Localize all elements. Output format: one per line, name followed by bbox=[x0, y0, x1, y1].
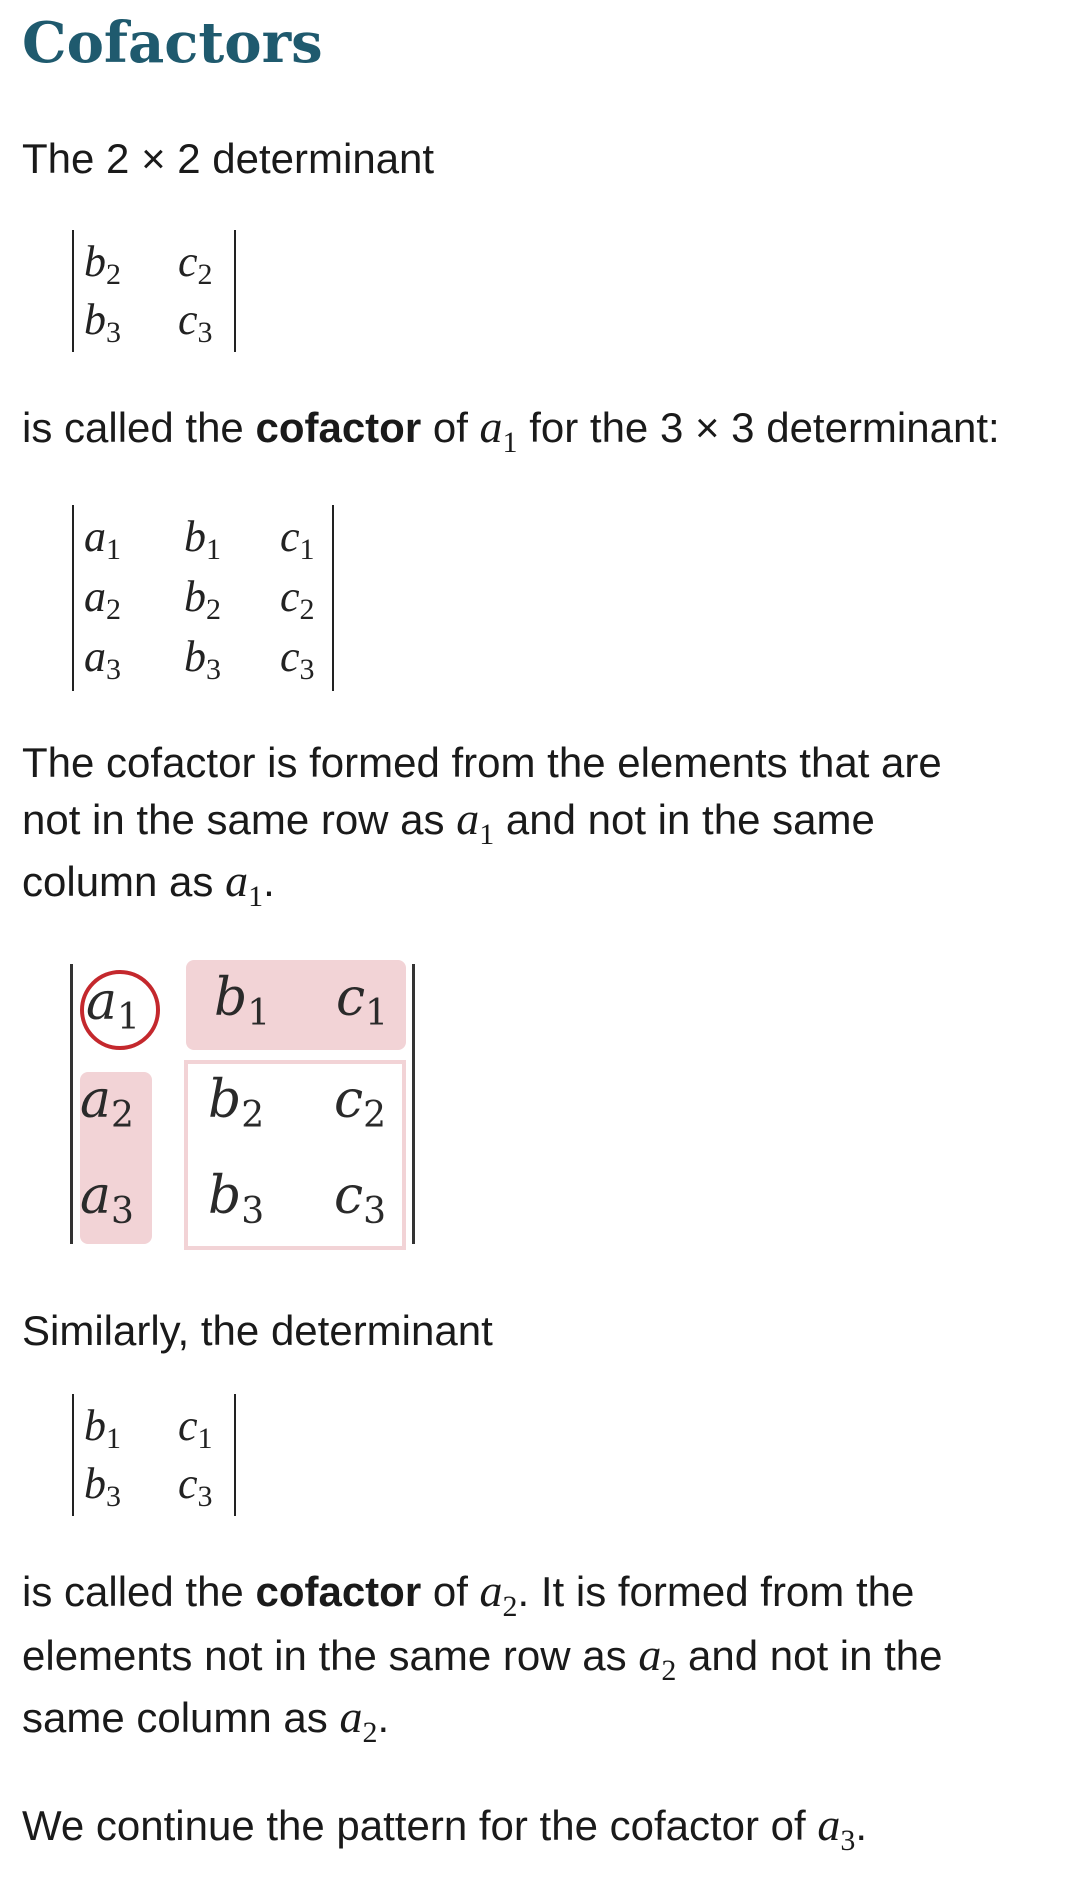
det-entry: $b_1$ bbox=[84, 1401, 121, 1455]
left-bar bbox=[72, 505, 74, 691]
det-entry: $b_1$ bbox=[184, 512, 221, 566]
det-entry: $b_2$ bbox=[84, 237, 121, 291]
det-entry: $c_3$ bbox=[334, 1166, 387, 1232]
det-entry: $a_1$ bbox=[86, 972, 140, 1038]
det-entry: $c_2$ bbox=[178, 237, 213, 291]
right-bar bbox=[234, 230, 236, 352]
cofactor-a2-line2: elements not in the same row as $a_2$ and not in the bbox=[22, 1629, 943, 1687]
det-entry: $b_2$ bbox=[184, 572, 221, 626]
left-bar bbox=[72, 1394, 74, 1516]
cofactor-explanation-line1: The cofactor is formed from the elements that are bbox=[22, 739, 942, 786]
right-bar bbox=[412, 964, 415, 1244]
det-entry: $a_2$ bbox=[80, 1070, 134, 1136]
det-entry: $c_1$ bbox=[280, 512, 315, 566]
det-entry: $c_2$ bbox=[334, 1070, 387, 1136]
det-entry: $b_3$ bbox=[208, 1166, 265, 1232]
intro-text: The 2 × 2 determinant bbox=[22, 135, 435, 182]
det-entry: $b_3$ bbox=[84, 1459, 121, 1513]
det-entry: $b_3$ bbox=[84, 295, 121, 349]
det-entry: $b_1$ bbox=[214, 968, 271, 1034]
right-bar bbox=[234, 1394, 236, 1516]
highlighted-determinant-diagram bbox=[66, 960, 426, 1260]
page-title: Cofactors bbox=[22, 10, 323, 76]
det-entry: $c_1$ bbox=[336, 968, 389, 1034]
det-entry: $b_2$ bbox=[208, 1070, 265, 1136]
continue-pattern-text: We continue the pattern for the cofactor of $a_3$. bbox=[22, 1799, 868, 1857]
left-bar bbox=[72, 230, 74, 352]
det-entry: $a_2$ bbox=[84, 572, 121, 626]
determinant-3x3 bbox=[72, 505, 340, 691]
determinant-2x2-cofactor-a2 bbox=[72, 1394, 242, 1516]
det-entry: $c_3$ bbox=[280, 632, 315, 686]
left-bar bbox=[70, 964, 73, 1244]
det-entry: $c_3$ bbox=[178, 295, 213, 349]
determinant-2x2-cofactor-a1 bbox=[72, 230, 242, 352]
det-entry: $a_1$ bbox=[84, 512, 121, 566]
cofactor-explanation-line2: not in the same row as $a_1$ and not in the same bbox=[22, 793, 875, 851]
cofactor-a2-line1: is called the cofactor of $a_2$. It is formed from the bbox=[22, 1565, 915, 1623]
cofactor-explanation-line3: column as $a_1$. bbox=[22, 855, 275, 913]
det-entry: $c_1$ bbox=[178, 1401, 213, 1455]
det-entry: $a_3$ bbox=[80, 1166, 134, 1232]
det-entry: $c_2$ bbox=[280, 572, 315, 626]
cofactor-a1-text: is called the cofactor of $a_1$ for the 3 × 3 determinant: bbox=[22, 401, 1000, 459]
cofactor-a2-line3: same column as $a_2$. bbox=[22, 1691, 390, 1749]
det-entry: $b_3$ bbox=[184, 632, 221, 686]
det-entry: $c_3$ bbox=[178, 1459, 213, 1513]
similarly-text: Similarly, the determinant bbox=[22, 1307, 493, 1354]
right-bar bbox=[332, 505, 334, 691]
det-entry: $a_3$ bbox=[84, 632, 121, 686]
